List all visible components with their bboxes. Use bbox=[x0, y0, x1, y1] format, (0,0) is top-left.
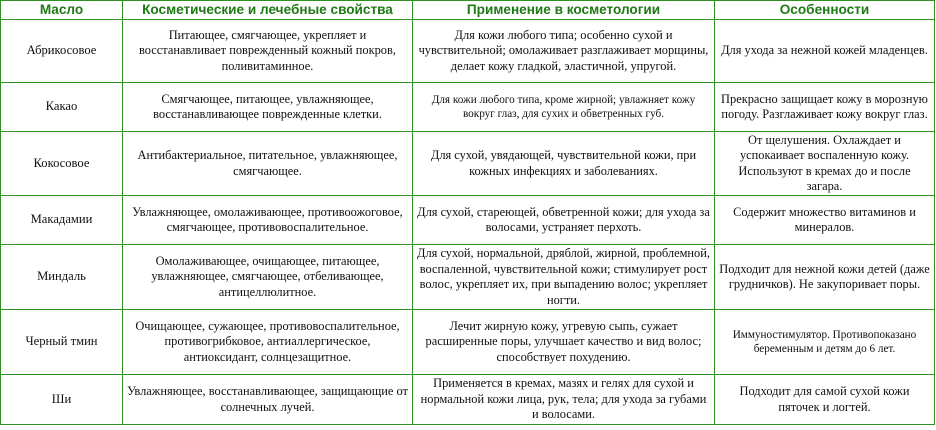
features-cell: Для ухода за нежной кожей младенцев. bbox=[715, 20, 935, 83]
usage-cell: Для сухой, стареющей, обветренной кожи; для ухода за волосами, устраняет перхоть. bbox=[413, 196, 715, 245]
oil-name-cell: Макадамии bbox=[1, 196, 123, 245]
header-features: Особенности bbox=[715, 1, 935, 20]
usage-cell: Для кожи любого типа; особенно сухой и чувствительной; омолаживает разглаживает морщины, делает кожу гладкой, эластичной, упругой. bbox=[413, 20, 715, 83]
oil-name-cell: Ши bbox=[1, 375, 123, 425]
properties-cell: Антибактериальное, питательное, увлажняющее, смягчающее. bbox=[123, 132, 413, 196]
properties-cell: Увлажняющее, омолаживающее, противоожоговое, смягчающее, противовоспалительное. bbox=[123, 196, 413, 245]
oil-name-cell: Какао bbox=[1, 83, 123, 132]
table-row bbox=[1, 132, 935, 196]
properties-cell: Питающее, смягчающее, укрепляет и восстанавливает поврежденный кожный покров, поливитаминное. bbox=[123, 20, 413, 83]
usage-cell: Лечит жирную кожу, угревую сыпь, сужает расширенные поры, улучшает качество и вид волос; способствует похудению. bbox=[413, 310, 715, 375]
features-cell: Подходит для нежной кожи детей (даже грудничков). Не закупоривает поры. bbox=[715, 245, 935, 310]
table-row bbox=[1, 196, 935, 245]
table-row bbox=[1, 375, 935, 425]
header-row bbox=[1, 1, 935, 20]
features-cell: Содержит множество витаминов и минералов. bbox=[715, 196, 935, 245]
features-cell: Иммуностимулятор. Противопоказано беременным и детям до 6 лет. bbox=[715, 310, 935, 375]
oil-name-cell: Абрикосовое bbox=[1, 20, 123, 83]
header-oil: Масло bbox=[1, 1, 123, 20]
usage-cell: Для сухой, увядающей, чувствительной кожи, при кожных инфекциях и заболеваниях. bbox=[413, 132, 715, 196]
features-cell: От щелушения. Охлаждает и успокаивает воспаленную кожу. Используют в кремах до и после загара. bbox=[715, 132, 935, 196]
properties-cell: Омолаживающее, очищающее, питающее, увлажняющее, смягчающее, отбеливающее, антицеллюлитное. bbox=[123, 245, 413, 310]
features-cell: Подходит для самой сухой кожи пяточек и логтей. bbox=[715, 375, 935, 425]
header-usage: Применение в косметологии bbox=[413, 1, 715, 20]
properties-cell: Смягчающее, питающее, увлажняющее, восстанавливающее поврежденные клетки. bbox=[123, 83, 413, 132]
features-cell: Прекрасно защищает кожу в морозную погоду. Разглаживает кожу вокруг глаз. bbox=[715, 83, 935, 132]
oil-name-cell: Миндаль bbox=[1, 245, 123, 310]
table-row bbox=[1, 245, 935, 310]
header-properties: Косметические и лечебные свойства bbox=[123, 1, 413, 20]
usage-cell: Для сухой, нормальной, дряблой, жирной, проблемной, воспаленной, чувствительной кожи; стимулирует рост волос, укрепляет их, при выпадению волос; укрепляет ногти. bbox=[413, 245, 715, 310]
oil-name-cell: Кокосовое bbox=[1, 132, 123, 196]
usage-cell: Применяется в кремах, мазях и гелях для сухой и нормальной кожи лица, рук, тела; для ухода за губами и волосами. bbox=[413, 375, 715, 425]
usage-cell: Для кожи любого типа, кроме жирной; увлажняет кожу вокруг глаз, для сухих и обветренных губ. bbox=[413, 83, 715, 132]
table-row bbox=[1, 20, 935, 83]
table-row bbox=[1, 83, 935, 132]
properties-cell: Увлажняющее, восстанавливающее, защищающие от солнечных лучей. bbox=[123, 375, 413, 425]
oil-name-cell: Черный тмин bbox=[1, 310, 123, 375]
table-row bbox=[1, 310, 935, 375]
properties-cell: Очищающее, сужающее, противовоспалительное, противогрибковое, антиаллергическое, антиоксидант, солнцезащитное. bbox=[123, 310, 413, 375]
